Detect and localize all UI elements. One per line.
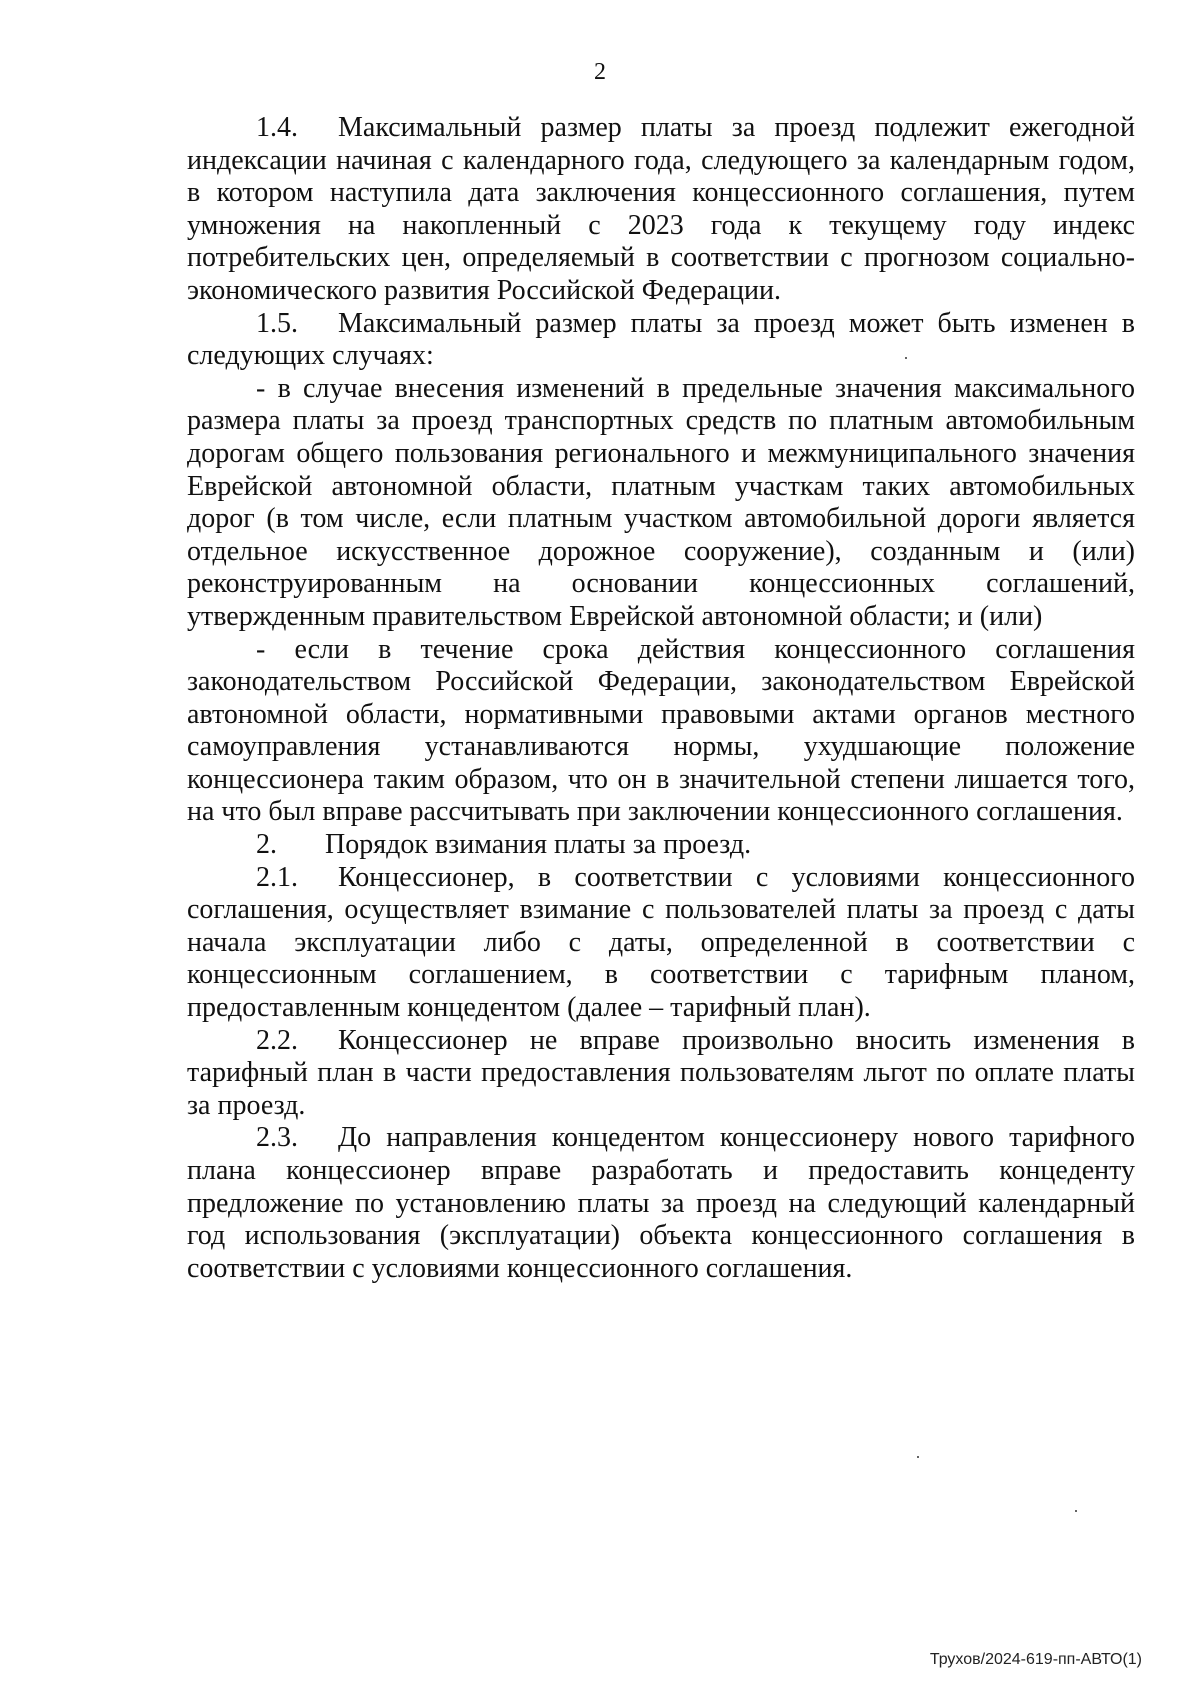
paragraph-number: 1.5.	[256, 307, 298, 339]
paragraph-text: До направления концедентом концессионеру нового тарифного плана концессионер вправе разработать и предоставить концеденту предложение по установлению платы за проезд на следующий календарный год использования (эксплуатации) объекта концессионного соглашения в соответствии с условиями концессионного соглашения.	[187, 1122, 1135, 1284]
paragraph-2-2	[187, 1025, 1135, 1123]
scan-speck	[917, 1456, 919, 1458]
paragraph-case-1	[187, 373, 1135, 634]
scan-speck	[1075, 1510, 1077, 1512]
paragraph-number: 1.4.	[256, 112, 298, 143]
paragraph-number: 2.	[256, 829, 277, 861]
paragraph-text: Максимальный размер платы за проезд подлежит ежегодной индексации начиная с календарного года, следующего за календарным годом, в котором наступила дата заключения концессионного соглашения, путем умножения на накопленный с 2023 года к текущему году индекс потребительских цен, определяемый в соответствии с прогнозом социально-экономического развития Российской Федерации.	[187, 112, 1135, 306]
paragraph-text: Концессионер, в соответствии с условиями концессионного соглашения, осуществляет взимание с пользователей платы за проезд с даты начала эксплуатации либо с даты, определенной в соответствии с концессионным соглашением, в соответствии с тарифным планом, предоставленным концедентом (далее – тарифный план).	[187, 861, 1135, 1024]
paragraph-text: Порядок взимания платы за проезд.	[325, 829, 752, 861]
paragraph-text: Концессионер не вправе произвольно вносить изменения в тарифный план в части предоставления пользователям льгот по оплате платы за проезд.	[187, 1024, 1135, 1121]
document-body	[187, 112, 1135, 1285]
paragraph-case-2	[187, 634, 1135, 830]
paragraph-2-3	[187, 1122, 1135, 1285]
page-number: 2	[594, 59, 606, 85]
paragraph-1-5	[187, 308, 1135, 373]
paragraph-number: 2.3.	[256, 1122, 298, 1154]
paragraph-2-1	[187, 862, 1135, 1025]
paragraph-1-4	[187, 112, 1135, 308]
paragraph-text: Максимальный размер платы за проезд может быть изменен в следующих случаях:	[187, 307, 1135, 372]
paragraph-number: 2.2.	[256, 1024, 298, 1056]
document-registration-code: Трухов/2024-619-пп-АВТО(1)	[929, 1651, 1142, 1668]
section-heading-2	[187, 829, 1135, 862]
paragraph-number: 2.1.	[256, 861, 298, 893]
scan-speck	[905, 357, 907, 359]
paragraph-text: - в случае внесения изменений в предельные значения максимального размера платы за проезд транспортных средств по платным автомобильным дорогам общего пользования регионального и межмуниципального значения Еврейской автономной области, платным участкам таких автомобильных дорог (в том числе, если платным участком автомобильной дороги является отдельное искусственное дорожное сооружение), созданным и (или) реконструированным на основании концессионных соглашений, утвержденным правительством Еврейской автономной области; и (или)	[187, 372, 1135, 632]
paragraph-text: - если в течение срока действия концессионного соглашения законодательством Российской Федерации, законодательством Еврейской автономной области, нормативными правовыми актами органов местного самоуправления устанавливаются нормы, ухудшающие положение концессионера таким образом, что он в значительной степени лишается того, на что был вправе рассчитывать при заключении концессионного соглашения.	[187, 633, 1135, 828]
